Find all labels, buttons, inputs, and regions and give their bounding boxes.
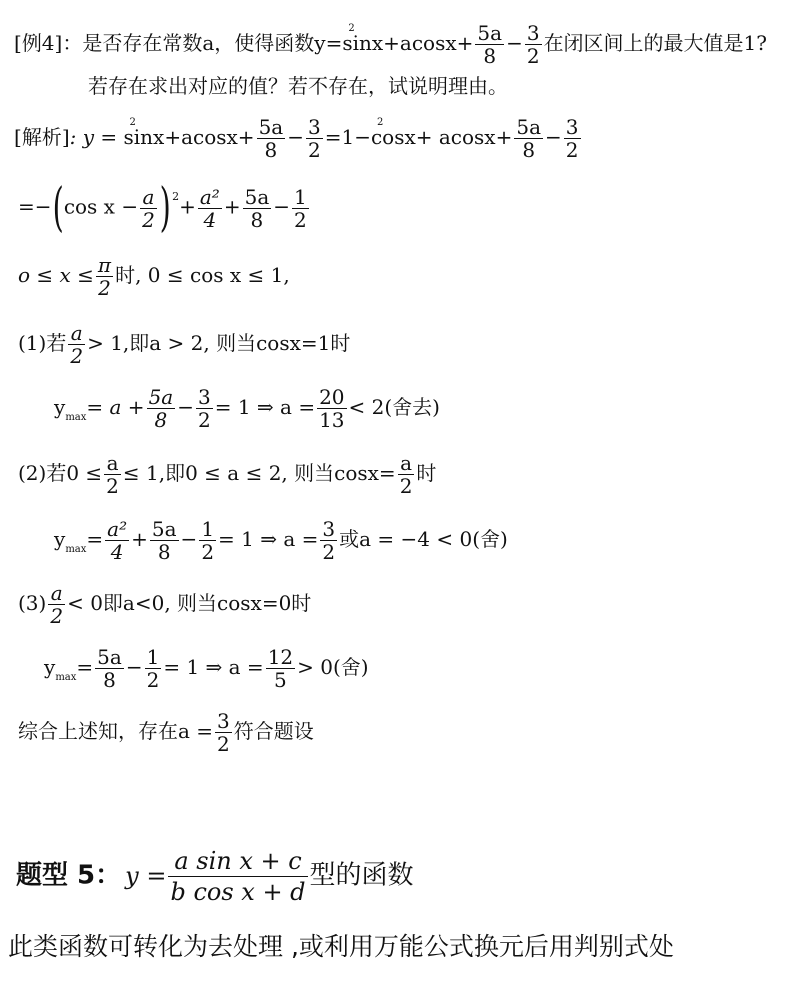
fraction: $\frac{3}{2}$ (565, 115, 579, 162)
fraction: $\frac{5a}{8}$ (148, 385, 174, 432)
case-1-line (18, 322, 350, 367)
case-2-result (54, 518, 508, 563)
term: = 1 ⇒ a = (214, 395, 316, 419)
ymax-y: y (44, 655, 56, 679)
fraction: $\frac{20}{13}$ (319, 385, 345, 432)
sin-squared: 2 sinx (342, 23, 384, 55)
term: > 0(舍) (297, 655, 369, 679)
type5-heading (16, 846, 414, 907)
ymax-sub: max (65, 412, 87, 423)
solution-line-1 (14, 116, 583, 161)
conclusion-pre: 综合上述知，存在a = (18, 719, 214, 743)
minus: − (177, 395, 194, 419)
case-1-pre: (1)若 (18, 331, 67, 355)
fraction: $\frac{3}{2}$ (307, 115, 321, 162)
fraction: $\frac{3}{2}$ (526, 21, 540, 68)
term: =− (18, 194, 52, 219)
example-question-line-1 (14, 22, 767, 67)
question-text-mid: +acosx+ (383, 31, 474, 55)
type5-description (8, 932, 674, 962)
term: + acosx+ (415, 125, 513, 149)
minus: − (287, 125, 304, 149)
type5-desc-text: 此类函数可转化为去处理 ,或利用万能公式换元后用判别式处 (8, 932, 674, 961)
case-1-result (54, 386, 440, 431)
term: = a + (86, 395, 145, 419)
type5-fraction: $\frac{\text{a sin x + c}}{\text{b cos x + d}}$ (170, 847, 306, 906)
fraction: $\frac{1}{2}$ (201, 517, 215, 564)
fraction: $\frac{12}{5}$ (267, 645, 294, 692)
case-3-result (44, 646, 369, 691)
fraction: $\frac{\text{a²}}{4}$ (199, 184, 220, 232)
fraction: $\frac{a}{2}$ (399, 451, 413, 498)
plus: + (131, 527, 148, 551)
example-label-bracket: [例4] (14, 31, 63, 55)
equals: = (86, 527, 104, 551)
inequality: o ≤ x ≤ (18, 263, 94, 287)
term: 或a = −4 < 0(舍) (339, 527, 508, 551)
right-paren: ) (159, 178, 171, 238)
ymax-sub: max (55, 672, 77, 683)
plus: + (179, 194, 196, 219)
plus: + (223, 194, 241, 219)
solution-label-bracket: [解析] (14, 125, 70, 149)
case-1-post: > 1,即a > 2, 则当cosx=1时 (87, 331, 351, 355)
case-3-post: < 0即a<0, 则当cosx=0时 (67, 591, 312, 615)
conclusion-post: 符合题设 (233, 719, 314, 743)
fraction: $\frac{5a}{8}$ (97, 645, 122, 692)
example-label: 例4 (21, 31, 55, 55)
fraction: $\frac{3}{2}$ (197, 385, 211, 432)
minus: − (273, 194, 291, 219)
fraction: $\frac{a}{2}$ (142, 184, 155, 232)
minus: − (506, 31, 523, 55)
fraction: $\frac{\text{a²}}{4}$ (107, 517, 128, 564)
fraction: $\frac{5a}{8}$ (244, 184, 270, 232)
term: cos x − (63, 194, 139, 219)
fraction: $\frac{5a}{8}$ (258, 115, 284, 162)
example-question-line-2 (88, 74, 508, 98)
ymax-y: y (54, 527, 66, 551)
type5-y: y = (125, 861, 167, 890)
fraction: $\frac{1}{2}$ (294, 184, 307, 232)
fraction: $\frac{\pi}{2}$ (97, 253, 112, 300)
inequality-post: 时, 0 ≤ cos x ≤ 1, (115, 263, 290, 287)
case-2-line (18, 452, 436, 497)
exponent: 2 (172, 189, 180, 203)
sin-squared: 2 sinx (123, 117, 165, 149)
question-text-pre: ：是否存在常数a，使得函数y= (62, 31, 343, 55)
fraction: $\frac{a}{2}$ (50, 581, 64, 628)
solution-line-3 (18, 254, 290, 299)
equals: = (76, 655, 94, 679)
question-text-post: 在闭区间上的最大值是1? (543, 31, 768, 55)
term: +acosx+ (164, 125, 255, 149)
type5-label: 题型 5： (16, 860, 122, 891)
minus: − (180, 527, 198, 551)
equation-start: : y = (69, 125, 124, 149)
minus: − (125, 655, 143, 679)
term: = 1 ⇒ a = (218, 527, 319, 551)
solution-line-2 (18, 180, 311, 236)
conclusion-line (18, 710, 314, 755)
solution-label: 解析 (21, 125, 62, 149)
minus: − (545, 125, 562, 149)
case-3-line (18, 582, 311, 627)
case-2-post: 时 (416, 461, 437, 485)
fraction: $\frac{5a}{8}$ (516, 115, 542, 162)
case-3-pre: (3) (18, 591, 47, 615)
ymax-sub: max (65, 544, 87, 555)
fraction: $\frac{a}{2}$ (106, 451, 119, 498)
question-text-2: 若存在求出对应的值？若不存在，试说明理由。 (88, 74, 508, 98)
type5-post: 型的函数 (309, 860, 414, 891)
case-2-pre: (2)若0 ≤ (18, 461, 103, 485)
cos-squared: 2 cosx (370, 117, 416, 149)
term: < 2(舍去) (348, 395, 440, 419)
fraction: $\frac{3}{2}$ (217, 709, 230, 756)
term: =1− (324, 125, 371, 149)
case-2-mid: ≤ 1,即0 ≤ a ≤ 2, 则当cosx= (122, 461, 396, 485)
fraction: $\frac{3}{2}$ (322, 517, 336, 564)
fraction: $\frac{1}{2}$ (146, 645, 160, 692)
fraction: $\frac{a}{2}$ (70, 321, 84, 368)
ymax-y: y (54, 395, 66, 419)
fraction: $\frac{5a}{8}$ (477, 21, 503, 68)
left-paren: ( (52, 178, 64, 238)
fraction: $\frac{5a}{8}$ (151, 517, 177, 564)
term: = 1 ⇒ a = (163, 655, 264, 679)
